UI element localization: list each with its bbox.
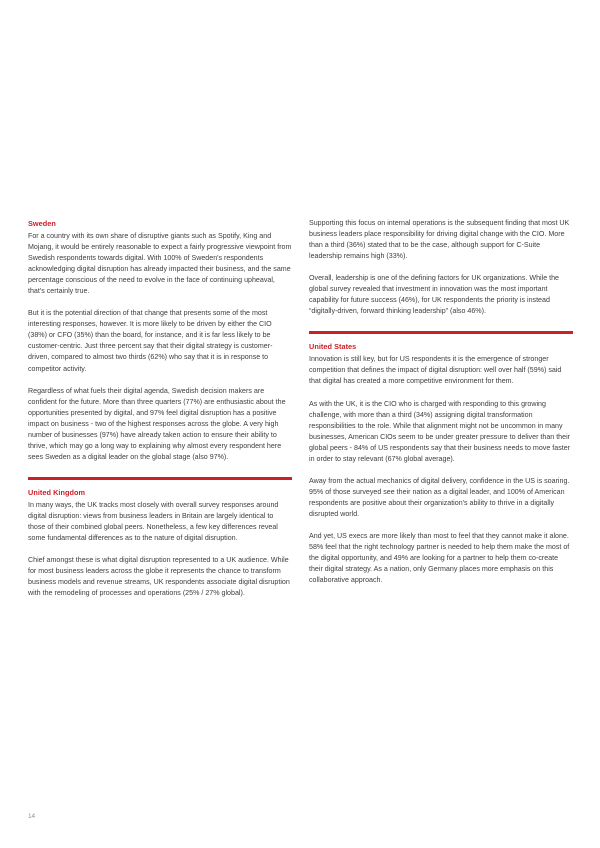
right-column [309,218,573,599]
paragraph: And yet, US execs are more likely than most to feel that they cannot make it alone. 58% feel that the right technology partner is needed to help them make the most of the digital opportunity, and 49% are looking for a partner to help them co-create their digital strategy. As a nation, only Germany places more emphasis on this collaborative approach. [309,531,570,585]
paragraph: Regardless of what fuels their digital agenda, Swedish decision makers are confident for the future. More than three quarters (77%) are enthusiastic about the opportunities presented by digital, and 97% feel digital disruption has a positive impact on business - two of the highest responses across the globe. A very high number of businesses (97%) have already taken action to ensure their ability to thrive, which may go a long way to explaining why almost every respondent here sees Sweden as a digital leader on the global stage (also 97%). [28,386,286,461]
section-sweden [28,218,292,463]
page-number: 14 [28,813,36,820]
section-heading-united-kingdom: United Kingdom [28,487,86,497]
paragraph: As with the UK, it is the CIO who is charged with responding to this growing challenge, with more than a third (34%) assigning digital transformation responsibilities to the role. While that alignment might not be uncommon in many businesses, American CIOs seem to be under greater pressure to deliver than their global peers - 84% of US respondents say that their business needs to move faster in order to stay relevant (67% global average). [309,399,571,463]
two-column-body [28,218,573,599]
section-heading-united-states: United States [309,342,357,352]
section-divider-rule [28,477,292,480]
left-column [28,218,292,599]
paragraph: For a country with its own share of disruptive giants such as Spotify, King and Mojang, it would be entirely reasonable to expect a fairly progressive viewpoint from Swedish respondents towards digital. With 100% of Sweden's respondents acknowledging digital disruption has already impacted their business, and the same percentage conscious of the need to evolve in the face of continuing upheaval, that's certainly true. [28,232,292,296]
paragraph: But it is the potential direction of that change that presents some of the most interesting responses, however. It is more likely to be driven by either the CIO (38%) or CFO (35%) than the board, for instance, and it is far less likely to be customer-centric. Just three percent say that their digital strategy is customer-driven, compared to almost two thirds (62%) who say that it is in response to competitor activity. [28,309,273,373]
paragraph: Innovation is still key, but for US respondents it is the emergence of stronger competition that defines the impact of digital disruption: well over half (59%) said that digital has created a more competitive environment for them. [309,355,562,386]
paragraph: Overall, leadership is one of the defining factors for UK organizations. While the global survey revealed that investment in innovation was the most important capability for future success (46%), for UK respondents the priority is instead “digitally-driven, forward thinking leadership” (also 46%). [309,274,560,316]
section-united-kingdom [28,477,292,599]
section-divider-rule [309,331,573,334]
paragraph: Chief amongst these is what digital disruption represented to a UK audience. While for most business leaders across the globe it represents the chance to transform business models and revenue streams, UK respondents associate digital disruption with the remodeling of processes and operations (25% / 27% global). [28,556,290,598]
section-united-states [309,331,573,586]
paragraph: Supporting this focus on internal operations is the subsequent finding that most UK business leaders place responsibility for driving digital change with the CIO. More than a third (36%) stated that to be the case, although support for C-Suite leadership remains high (33%). [309,219,570,261]
section-heading-sweden: Sweden [28,219,56,228]
paragraph: In many ways, the UK tracks most closely with overall survey responses around digital disruption: views from business leaders in Britain are largely identical to those of their combined global peers. Nonetheless, a few key differences reveal some fundamental differences as to the nature of digital disruption. [28,500,279,543]
section-uk-continued [309,218,573,317]
paragraph: Away from the actual mechanics of digital delivery, confidence in the US is soaring. 95% of those surveyed see their nation as a digital leader, and 100% of American respondents are positive about their organization's ability to thrive in a digitally disrupted world. [309,476,570,518]
